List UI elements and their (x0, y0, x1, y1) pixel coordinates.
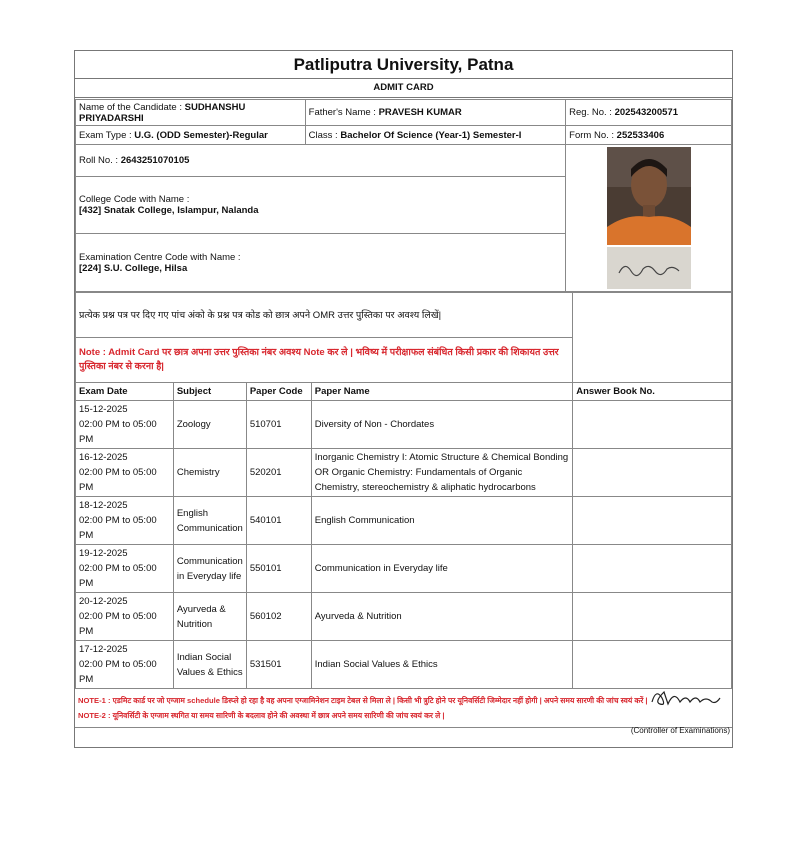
reg-no: 202543200571 (614, 107, 678, 118)
answer-book-no (573, 545, 732, 593)
note-1: NOTE-1 : एडमिट कार्ड पर जो एग्जाम schedule डिस्प्ले हो रहा है वह अपना एग्जामिनेशन टाइम टेबल से मिला ले | किसी भी त्रुटि होने पर यूनिवर्सिटी जिम्मेदार नहीं होगी | अपने समय सारणी की जांच स्वयं करें | (78, 696, 648, 705)
admit-card (74, 50, 733, 748)
table-row (76, 545, 732, 593)
paper-code: 531501 (246, 641, 311, 689)
instruction-omr: प्रत्येक प्रश्न पत्र पर दिए गए पांच अंको के प्रश्न पत्र कोड को छात्र अपने OMR उत्तर पुस्तिका पर अवश्य लिखें| (76, 293, 573, 338)
candidate-photo (607, 147, 691, 245)
controller-label: (Controller of Examinations) (630, 726, 730, 735)
subject: Communication in Everyday life (173, 545, 246, 593)
paper-name: Ayurveda & Nutrition (311, 593, 573, 641)
college-name: [432] Snatak College, Islampur, Nalanda (79, 205, 259, 216)
centre-cell: Examination Centre Code with Name : [224] S.U. College, Hilsa (76, 234, 566, 292)
paper-name: Diversity of Non - Chordates (311, 401, 573, 449)
answer-book-no (573, 497, 732, 545)
candidate-info-table (75, 99, 732, 292)
form-no-cell: Form No. : 252533406 (566, 126, 732, 145)
exam-type: U.G. (ODD Semester)-Regular (134, 129, 268, 141)
table-row (76, 641, 732, 689)
header-answer-book: Answer Book No. (573, 383, 732, 401)
note-2: NOTE-2 : यूनिवर्सिटी के एग्जाम स्थगित या समय सारिणी के बदलाव होने की अवस्था में छात्र अपने समय सारिणी की जांच स्वयं कर ले | (78, 711, 445, 720)
candidate-name: SUDHANSHU PRIYADARSHI (79, 101, 246, 124)
college-cell: College Code with Name : [432] Snatak College, Islampur, Nalanda (76, 177, 566, 234)
father-name-cell: Father's Name : PRAVESH KUMAR (305, 100, 566, 126)
paper-code: 510701 (246, 401, 311, 449)
table-row (76, 497, 732, 545)
controller-signature (646, 682, 726, 717)
exam-date: 15-12-2025 02:00 PM to 05:00 PM (76, 401, 174, 449)
answer-book-no (573, 593, 732, 641)
answer-book-no (573, 449, 732, 497)
subject: English Communication (173, 497, 246, 545)
paper-name: English Communication (311, 497, 573, 545)
instruction-blank (573, 293, 732, 383)
paper-name: Inorganic Chemistry I: Atomic Structure & Chemical Bonding OR Organic Chemistry: Fundamentals of Organic Chemistry, stereochemistry & aliphatic hydrocarbons (311, 449, 573, 497)
subject: Ayurveda & Nutrition (173, 593, 246, 641)
header-paper-name: Paper Name (311, 383, 573, 401)
paper-code: 560102 (246, 593, 311, 641)
father-name: PRAVESH KUMAR (378, 107, 462, 118)
notes-block (75, 689, 732, 728)
answer-book-no (573, 401, 732, 449)
exam-date: 19-12-2025 02:00 PM to 05:00 PM (76, 545, 174, 593)
table-row (76, 449, 732, 497)
subject: Chemistry (173, 449, 246, 497)
candidate-signature (607, 247, 691, 289)
exam-date: 16-12-2025 02:00 PM to 05:00 PM (76, 449, 174, 497)
subject: Indian Social Values & Ethics (173, 641, 246, 689)
roll-no-cell: Roll No. : 2643251070105 (76, 145, 566, 177)
subject: Zoology (173, 401, 246, 449)
table-row (76, 401, 732, 449)
centre-name: [224] S.U. College, Hilsa (79, 262, 188, 274)
class-cell: Class : Bachelor Of Science (Year-1) Semester-I (305, 126, 566, 145)
class-name: Bachelor Of Science (Year-1) Semester-I (340, 129, 522, 141)
university-title: Patliputra University, Patna (75, 51, 732, 79)
admit-card-title: ADMIT CARD (75, 79, 732, 98)
roll-no: 2643251070105 (120, 155, 190, 166)
header-subject: Subject (173, 383, 246, 401)
exam-type-cell: Exam Type : U.G. (ODD Semester)-Regular (76, 126, 306, 145)
paper-code: 550101 (246, 545, 311, 593)
photo-cell (566, 145, 732, 292)
exam-schedule-table (75, 292, 732, 689)
exam-date: 18-12-2025 02:00 PM to 05:00 PM (76, 497, 174, 545)
reg-no-cell: Reg. No. : 202543200571 (566, 100, 732, 126)
exam-date: 20-12-2025 02:00 PM to 05:00 PM (76, 593, 174, 641)
form-no: 252533406 (616, 129, 665, 141)
paper-name: Indian Social Values & Ethics (311, 641, 573, 689)
candidate-name-cell: Name of the Candidate : SUDHANSHU PRIYADARSHI (76, 100, 306, 126)
instruction-note: Note : Admit Card पर छात्र अपना उत्तर पुस्तिका नंबर अवश्य Note कर ले | भविष्य में परीक्षाफल संबंधित किसी प्रकार की शिकायत उत्तर पुस्तिका नंबर से करना है| (76, 338, 573, 383)
paper-name: Communication in Everyday life (311, 545, 573, 593)
paper-code: 520201 (246, 449, 311, 497)
exam-date: 17-12-2025 02:00 PM to 05:00 PM (76, 641, 174, 689)
table-row (76, 593, 732, 641)
header-exam-date: Exam Date (76, 383, 174, 401)
header-paper-code: Paper Code (246, 383, 311, 401)
paper-code: 540101 (246, 497, 311, 545)
